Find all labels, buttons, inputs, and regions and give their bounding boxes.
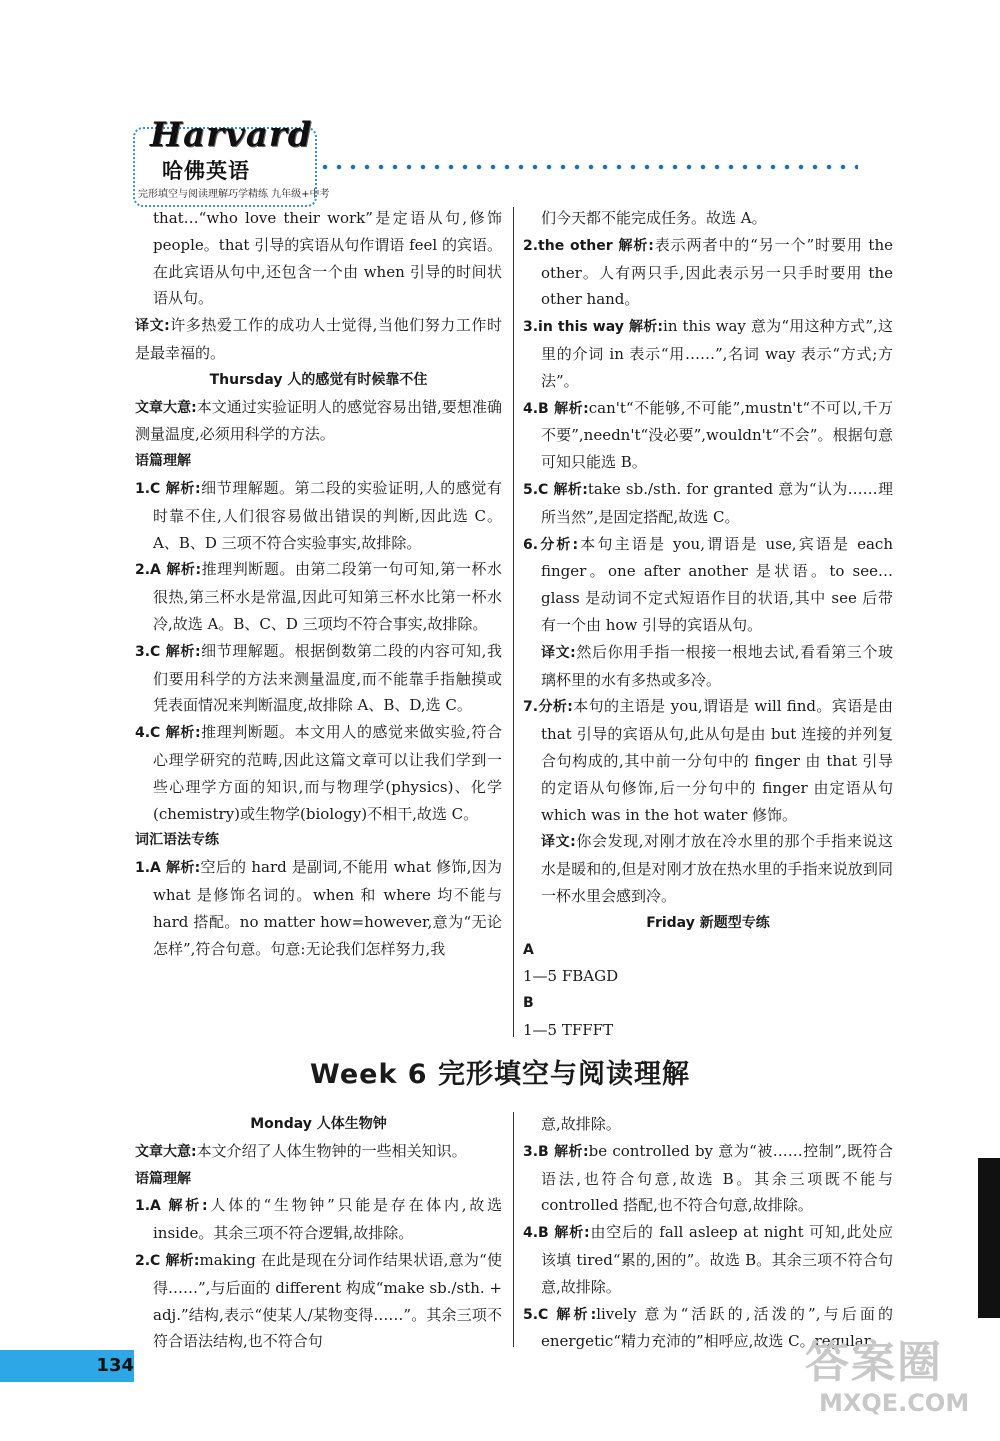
paragraph-label: 文章大意:	[135, 399, 197, 416]
paragraph-text: lively 意为“活跃的,活泼的”,与后面的 energetic“精力充沛的”相呼应,故选 C。regular	[541, 1304, 893, 1351]
paragraph-text: 表示两者中的“另一个”时要用 the other。人有两只手,因此表示另一只手时要用 the other hand。	[541, 235, 893, 309]
paragraph	[135, 854, 502, 962]
paragraph-text: 1—5 FBAGD	[523, 967, 619, 986]
paragraph-text: be controlled by 意为“被……控制”,既符合语法,也符合句意,故选 B。其余三项既不能与 controlled 搭配,也不符合句意,故排除。	[541, 1141, 893, 1215]
left-column-top	[135, 205, 502, 962]
paragraph-label: 4.C 解析:	[135, 725, 201, 742]
paragraph	[135, 827, 502, 854]
paragraph	[135, 1166, 502, 1193]
paragraph-text: 推理判断题。由第二段第一句可知,第一杯水很热,第三杯水是常温,因此可知第三杯水比第一杯水冷,故选 A。B、C、D 三项均不符合事实,故排除。	[153, 560, 502, 633]
paragraph	[135, 1192, 502, 1247]
paragraph	[135, 367, 502, 394]
paragraph	[523, 313, 893, 394]
paragraph-text: 推理判断题。本文用人的感觉来做实验,符合心理学研究的范畴,因此这篇文章可以让我们学到一些心理学方面的知识,而与物理学(physics)、化学(chemistry)或生物学(biology)不相干,故选 C。	[153, 723, 502, 823]
paragraph-text: that…“who love their work”是定语从句,修饰people。that 引导的宾语从句作谓语 feel 的宾语。在此宾语从句中,还包含一个由 when 引导的时间状语从句。	[153, 209, 502, 308]
paragraph-text: 1—5 TFFFT	[523, 1020, 614, 1039]
paragraph	[523, 1138, 893, 1219]
paragraph	[135, 448, 502, 475]
paragraph-text: 然后你用手指一根接一根地去试,看看第三个玻璃杯里的水有多热或多冷。	[541, 642, 893, 689]
paragraph-text: making 在此是现在分词作结果状语,意为“使得……”,与后面的 different 构成“make sb./sth. + adj.”结构,表示“使某人/某物变得……”。其余三项不符合语法结构,也不符合句	[153, 1250, 502, 1351]
paragraph	[523, 205, 893, 232]
harvard-logo: Harvard	[150, 115, 313, 155]
brand-title: 哈佛英语	[162, 159, 250, 183]
paragraph-text: Monday 人体生物钟	[250, 1116, 387, 1132]
paragraph-text: 语篇理解	[135, 453, 191, 470]
paragraph	[523, 1017, 893, 1044]
paragraph	[135, 1138, 502, 1166]
paragraph	[135, 638, 502, 719]
paragraph	[135, 719, 502, 827]
right-column-top	[523, 205, 893, 1044]
column-divider-top	[513, 207, 514, 1037]
paragraph-label: 2.the other 解析:	[523, 237, 654, 254]
paragraph	[523, 963, 893, 990]
book-subtitle: 完形填空与阅读理解巧学精练 九年级+中考	[138, 189, 330, 200]
paragraph-label: 文章大意:	[135, 1143, 197, 1160]
paragraph-label: 5.C 解析:	[523, 481, 588, 498]
paragraph	[523, 639, 893, 694]
paragraph	[523, 910, 893, 937]
paragraph-label: 3.C 解析:	[135, 643, 201, 660]
page-number-tab	[0, 1350, 134, 1382]
paragraph-text: 空后的 hard 是副词,不能用 what 修饰,因为 what 是修饰名词的。when 和 where 均不能与 hard 搭配。no matter how=however,意为“无论怎样”,符合句意。句意:无论我们怎样努力,我	[153, 858, 502, 958]
paragraph-label: 3.in this way 解析:	[523, 319, 664, 336]
edge-thumb-tab	[978, 1158, 1000, 1318]
paragraph-label: 译文:	[135, 318, 170, 335]
column-divider-bottom	[513, 1112, 514, 1347]
paragraph-text: can't“不能够,不可能”,mustn't“不可以,千万不要”,needn't“没必要”,wouldn't“不会”。根据句意可知只能选 B。	[541, 398, 894, 472]
paragraph-text: 本句主语是 you,谓语是 use,宾语是 each finger。one after another 是状语。to see…glass 是动词不定式短语作目的状语,其中 see 后带有一个由 how 引导的宾语从句。	[541, 534, 893, 634]
page-header	[0, 0, 1000, 205]
paragraph-label: 6.分析:	[523, 536, 579, 553]
paragraph	[523, 937, 893, 964]
paragraph-text: 细节理解题。根据倒数第二段的内容可知,我们要用科学的方法来测量温度,而不能靠手指触摸或凭表面情况来判断温度,故排除 A、B、D,选 C。	[153, 641, 502, 715]
paragraph-text: 本文通过实验证明人的感觉容易出错,要想准确测量温度,必须用科学的方法。	[135, 397, 502, 444]
watermark	[805, 1338, 995, 1438]
watermark-url: MXQE.COM	[819, 1389, 970, 1417]
left-column-bottom	[135, 1111, 502, 1355]
dotted-rule	[318, 163, 858, 171]
paragraph	[523, 476, 893, 531]
watermark-title: 答案圈	[805, 1337, 943, 1388]
paragraph-text: 意,故排除。	[541, 1115, 621, 1133]
paragraph-text: A	[523, 941, 534, 958]
paragraph	[523, 828, 893, 909]
paragraph-text: 们今天都不能完成任务。故选 A。	[541, 209, 767, 227]
paragraph-label: 4.B 解析:	[523, 1225, 590, 1242]
paragraph	[523, 990, 893, 1017]
paragraph	[523, 232, 893, 313]
paragraph	[135, 1247, 502, 1355]
page-number: 134	[96, 1355, 134, 1376]
paragraph-text: 你会发现,对刚才放在冷水里的那个手指来说这水是暖和的,但是对刚才放在热水里的手指来说放到同一杯水里会感到冷。	[541, 832, 893, 905]
paragraph-text: Friday 新题型专练	[646, 914, 770, 931]
paragraph-text: take sb./sth. for granted 意为“认为……理所当然”,是固定搭配,故选 C。	[541, 479, 893, 526]
paragraph-label: 5.C 解析:	[523, 1306, 597, 1323]
paragraph-text: Thursday 人的感觉有时候靠不住	[209, 371, 428, 388]
paragraph	[523, 693, 893, 828]
paragraph-label: 1.A 解析:	[135, 1198, 208, 1215]
paragraph	[135, 312, 502, 367]
right-column-bottom	[523, 1111, 893, 1355]
paragraph-text: 人体的“生物钟”只能是存在体内,故选 inside。其余三项不符合逻辑,故排除。	[153, 1196, 502, 1243]
paragraph-text: B	[523, 995, 534, 1012]
paragraph-label: 4.B 解析:	[523, 400, 589, 417]
paragraph-label: 译文:	[541, 644, 576, 661]
paragraph	[135, 475, 502, 556]
paragraph-label: 1.C 解析:	[135, 480, 201, 497]
paragraph	[523, 395, 893, 476]
paragraph	[135, 205, 502, 312]
paragraph	[135, 394, 502, 449]
paragraph-label: 1.A 解析:	[135, 860, 201, 877]
paragraph-label: 3.B 解析:	[523, 1143, 589, 1160]
paragraph-text: 本句的主语是 you,谓语是 will find。宾语是由 that 引导的宾语从句,此从句是由 but 连接的并列复合句构成的,其中前一分句中的 finger 由 that 引导的定语从句修饰,后一分句中的 finger 由定语从句 which was in the hot water 修饰。	[541, 697, 893, 824]
paragraph-label: 译文:	[541, 834, 576, 851]
paragraph-text: in this way 意为“用这种方式”,这里的介词 in 表示“用……”,名词 way 表示“方式;方法”。	[541, 317, 893, 390]
paragraph	[523, 531, 893, 639]
paragraph	[523, 1111, 893, 1138]
paragraph-text: 词汇语法专练	[135, 832, 219, 849]
paragraph-text: 由空后的 fall asleep at night 可知,此处应该填 tired“累的,困的”。故选 B。其余三项不符合句意,故排除。	[541, 1223, 894, 1296]
paragraph	[135, 1111, 502, 1138]
paragraph	[135, 556, 502, 637]
paragraph-label: 2.A 解析:	[135, 562, 202, 579]
paragraph-text: 本文介绍了人体生物钟的一些相关知识。	[196, 1141, 467, 1160]
paragraph-text: 细节理解题。第二段的实验证明,人的感觉有时靠不住,人们很容易做出错误的判断,因此选 C。A、B、D 三项不符合实验事实,故排除。	[153, 478, 502, 552]
paragraph-text: 语篇理解	[135, 1170, 191, 1187]
paragraph	[523, 1219, 893, 1300]
week-heading: Week 6 完形填空与阅读理解	[310, 1059, 690, 1090]
paragraph-label: 7.分析:	[523, 699, 573, 716]
paragraph-text: 许多热爱工作的成功人士觉得,当他们努力工作时是最幸福的。	[135, 316, 502, 362]
paragraph-label: 2.C 解析:	[135, 1252, 200, 1269]
